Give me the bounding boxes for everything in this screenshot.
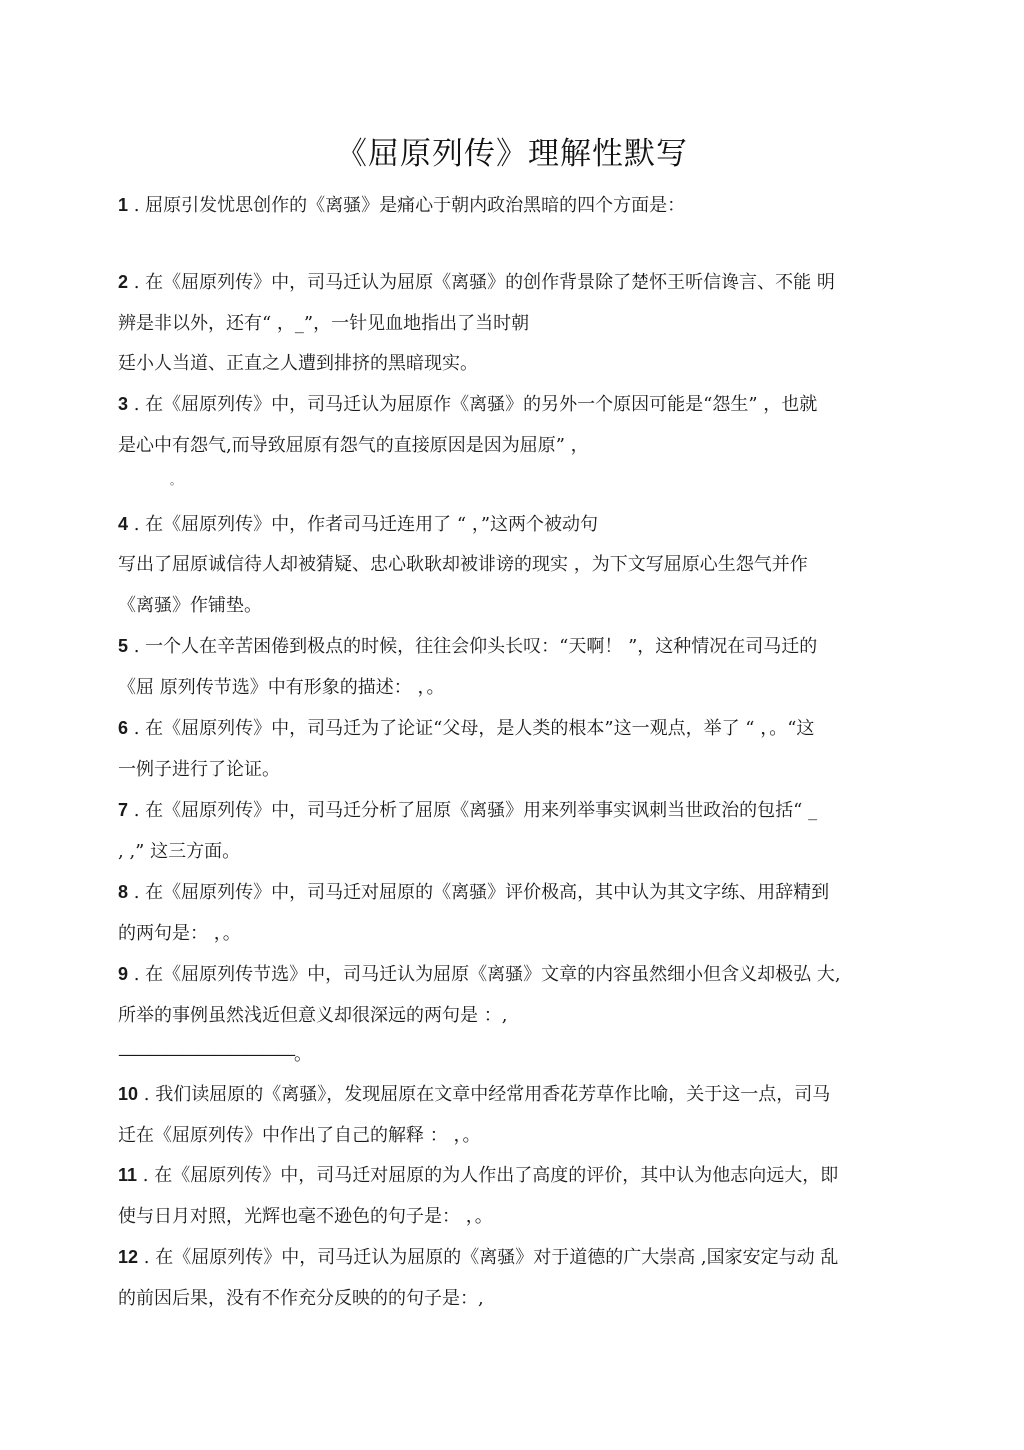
question-3-line-3: 。 — [170, 474, 181, 487]
question-8-text: . 在《屈原列传》中，司马迁对屈原的《离骚》评价极高，其中认为其文字练、用辞精到 — [128, 882, 830, 903]
question-8-line-1 — [118, 878, 829, 904]
question-3-text: . 在《屈原列传》中，司马迁认为屈原作《离骚》的另外一个原因可能是“怨生” ，也就 — [128, 394, 818, 415]
question-6-text: . 在《屈原列传》中，司马迁为了论证“父母，是人类的根本”这一观点，举了 “ ，。“这 — [128, 718, 815, 739]
question-9-number: 9 — [118, 964, 129, 984]
question-1-number: 1 — [118, 195, 129, 215]
question-3-number: 3 — [118, 394, 129, 414]
question-3-line-1 — [118, 390, 817, 416]
question-7-line-2: , ,” 这三方面。 — [118, 841, 241, 862]
question-10-text: . 我们读屈原的《离骚》，发现屈原在文章中经常用香花芳草作比喻，关于这一点，司马 — [138, 1084, 831, 1105]
question-5-number: 5 — [118, 636, 129, 656]
question-10-line-1 — [118, 1080, 830, 1106]
question-10-line-2: 迁在《屈原列传》中作出了自己的解释 ： ，。 — [118, 1125, 481, 1146]
question-7-text: . 在《屈原列传》中，司马迁分析了屈原《离骚》用来列举事实讽刺当世政治的包括“ _ — [128, 800, 818, 821]
question-9-line-3: ———————————。 — [118, 1044, 310, 1065]
question-7-number: 7 — [118, 800, 129, 820]
question-12-line-1 — [118, 1243, 838, 1269]
question-6-line-1 — [118, 714, 814, 740]
question-2-line-1 — [118, 268, 835, 294]
question-12-number: 12 — [118, 1247, 139, 1267]
question-8-number: 8 — [118, 882, 129, 902]
question-9-line-1 — [118, 960, 841, 986]
question-11-line-2: 使与日月对照，光辉也毫不逊色的句子是： ，。 — [118, 1206, 493, 1227]
question-9-text: . 在《屈原列传节选》中，司马迁认为屈原《离骚》文章的内容虽然细小但含义却极弘 大, — [128, 964, 841, 985]
question-4-line-2: 写出了屈原诚信待人却被猜疑、忠心耿耿却被诽谤的现实 ，为下文写屈原心生怨气并作 — [118, 554, 808, 575]
question-4-line-3: 《离骚》作铺垫。 — [118, 595, 262, 616]
question-2-number: 2 — [118, 272, 129, 292]
question-4-number: 4 — [118, 514, 129, 534]
question-1-line-1 — [118, 191, 685, 217]
question-1-text: . 屈原引发忧思创作的《离骚》是痛心于朝内政治黑暗的四个方面是： — [128, 195, 686, 216]
question-4-line-1 — [118, 510, 598, 536]
question-7-line-1 — [118, 796, 817, 822]
question-5-line-2: 《屈 原列传节选》中有形象的描述： ，。 — [118, 677, 445, 698]
question-12-text: . 在《屈原列传》中，司马迁认为屈原的《离骚》对于道德的广大崇高 ,国家安定与动 乱 — [138, 1247, 839, 1268]
question-2-text: . 在《屈原列传》中，司马迁认为屈原《离骚》的创作背景除了楚怀王听信谗言、不能 明 — [128, 272, 835, 293]
question-3-line-2: 是心中有怨气,而导致屈原有怨气的直接原因是因为屈原” ， — [118, 435, 589, 456]
page-title: 《屈原列传》理解性默写 — [336, 136, 688, 172]
question-11-line-1 — [118, 1161, 838, 1187]
question-4-text: . 在《屈原列传》中，作者司马迁连用了 “ ，”这两个被动句 — [128, 514, 599, 535]
question-2-line-2: 辨是非以外，还有“ ，_”，一针见血地指出了当时朝 — [118, 313, 530, 334]
question-5-line-1 — [118, 632, 817, 658]
question-5-text: . 一个人在辛苦困倦到极点的时候，往往会仰头长叹：“天啊！ ”，这种情况在司马迁的 — [128, 636, 818, 657]
question-10-number: 10 — [118, 1084, 139, 1104]
question-6-line-2: 一例子进行了论证。 — [118, 759, 280, 780]
question-11-text: . 在《屈原列传》中，司马迁对屈原的为人作出了高度的评价，其中认为他志向远大，即 — [137, 1165, 839, 1186]
question-8-line-2: 的两句是： ，。 — [118, 923, 241, 944]
question-11-number: 11 — [118, 1165, 138, 1185]
question-12-line-2: 的前因后果，没有不作充分反映的的句子是：, — [118, 1288, 484, 1309]
question-2-line-3: 廷小人当道、正直之人遭到排挤的黑暗现实。 — [118, 353, 478, 374]
question-9-line-2: 所举的事例虽然浅近但意义却很深远的两句是 ：, — [118, 1005, 508, 1026]
question-6-number: 6 — [118, 718, 129, 738]
